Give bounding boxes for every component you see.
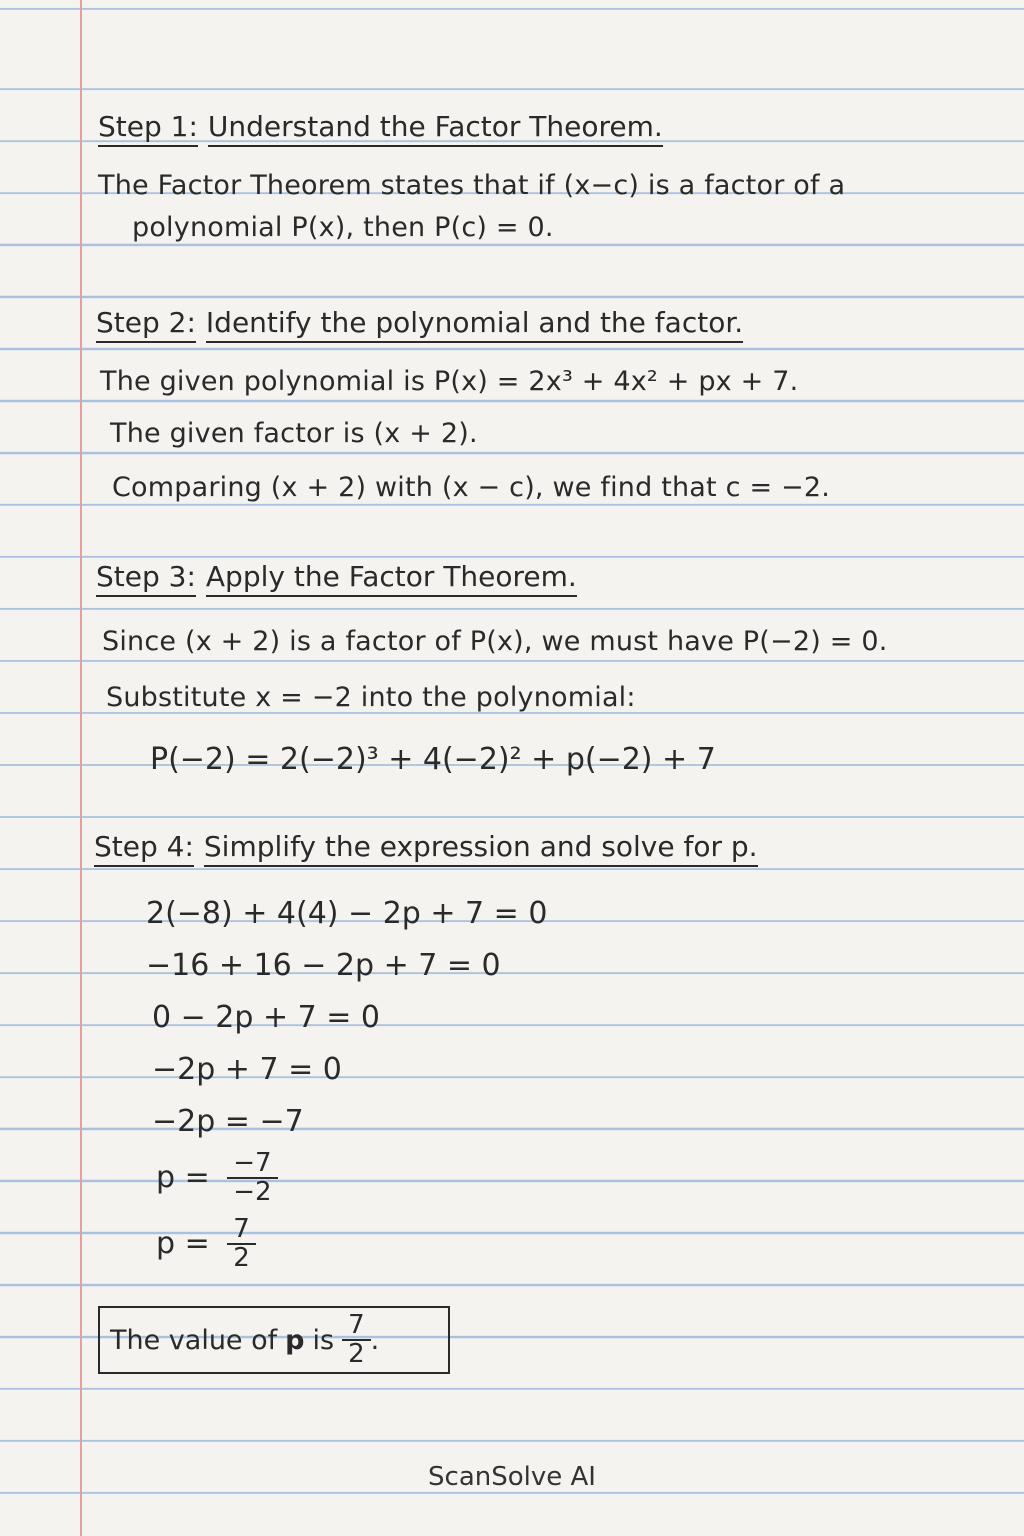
step3-line-1: Since (x + 2) is a factor of P(x), we must have P(−2) = 0. — [102, 626, 888, 657]
step4-equation-3: 0 − 2p + 7 = 0 — [152, 1000, 381, 1035]
answer-fraction — [342, 1309, 371, 1369]
answer-variable: p — [285, 1324, 305, 1356]
step2-line-1: The given polynomial is P(x) = 2x³ + 4x² + px + 7. — [100, 366, 799, 397]
brand-watermark: ScanSolve AI — [428, 1462, 596, 1492]
fraction-1 — [227, 1150, 277, 1207]
answer-box — [98, 1306, 450, 1374]
answer-numerator: 7 — [342, 1312, 371, 1341]
step4-label: Step 4: — [94, 830, 194, 867]
step3-equation: P(−2) = 2(−2)³ + 4(−2)² + p(−2) + 7 — [150, 742, 716, 777]
fraction-1-numerator: −7 — [227, 1150, 277, 1179]
step4-equation-4: −2p + 7 = 0 — [152, 1052, 342, 1087]
step1-line-2: polynomial P(x), then P(c) = 0. — [132, 212, 554, 243]
step1-heading — [98, 110, 663, 143]
step3-line-2: Substitute x = −2 into the polynomial: — [106, 682, 636, 713]
fraction-2 — [227, 1216, 256, 1273]
step4-heading — [94, 830, 758, 863]
answer-prefix: The value of — [110, 1324, 278, 1356]
step4-fraction-row-2 — [156, 1216, 256, 1273]
fraction-2-denominator: 2 — [233, 1243, 250, 1274]
step4-fraction-row-1 — [156, 1150, 278, 1207]
step4-equation-5: −2p = −7 — [152, 1104, 304, 1139]
step1-label: Step 1: — [98, 110, 198, 147]
step3-title: Apply the Factor Theorem. — [206, 560, 577, 597]
margin-line — [80, 0, 82, 1536]
answer-is: is — [312, 1324, 335, 1356]
step2-line-2: The given factor is (x + 2). — [110, 418, 478, 449]
step2-line-3: Comparing (x + 2) with (x − c), we find that c = −2. — [112, 472, 831, 503]
step1-line-1: The Factor Theorem states that if (x−c) is a factor of a — [98, 170, 846, 201]
step2-heading — [96, 306, 743, 339]
step3-heading — [96, 560, 577, 593]
step4-equation-2: −16 + 16 − 2p + 7 = 0 — [146, 948, 501, 983]
fraction-2-lhs: p = — [156, 1225, 210, 1261]
answer-denominator: 2 — [348, 1339, 365, 1369]
step1-title: Understand the Factor Theorem. — [208, 110, 663, 147]
step3-label: Step 3: — [96, 560, 196, 597]
fraction-2-numerator: 7 — [227, 1216, 256, 1245]
answer-suffix: . — [370, 1324, 380, 1356]
fraction-1-lhs: p = — [156, 1159, 210, 1195]
step2-title: Identify the polynomial and the factor. — [206, 306, 743, 343]
step4-title: Simplify the expression and solve for p. — [204, 830, 758, 867]
step2-label: Step 2: — [96, 306, 196, 343]
fraction-1-denominator: −2 — [233, 1177, 272, 1208]
step4-equation-1: 2(−8) + 4(4) − 2p + 7 = 0 — [146, 896, 548, 931]
